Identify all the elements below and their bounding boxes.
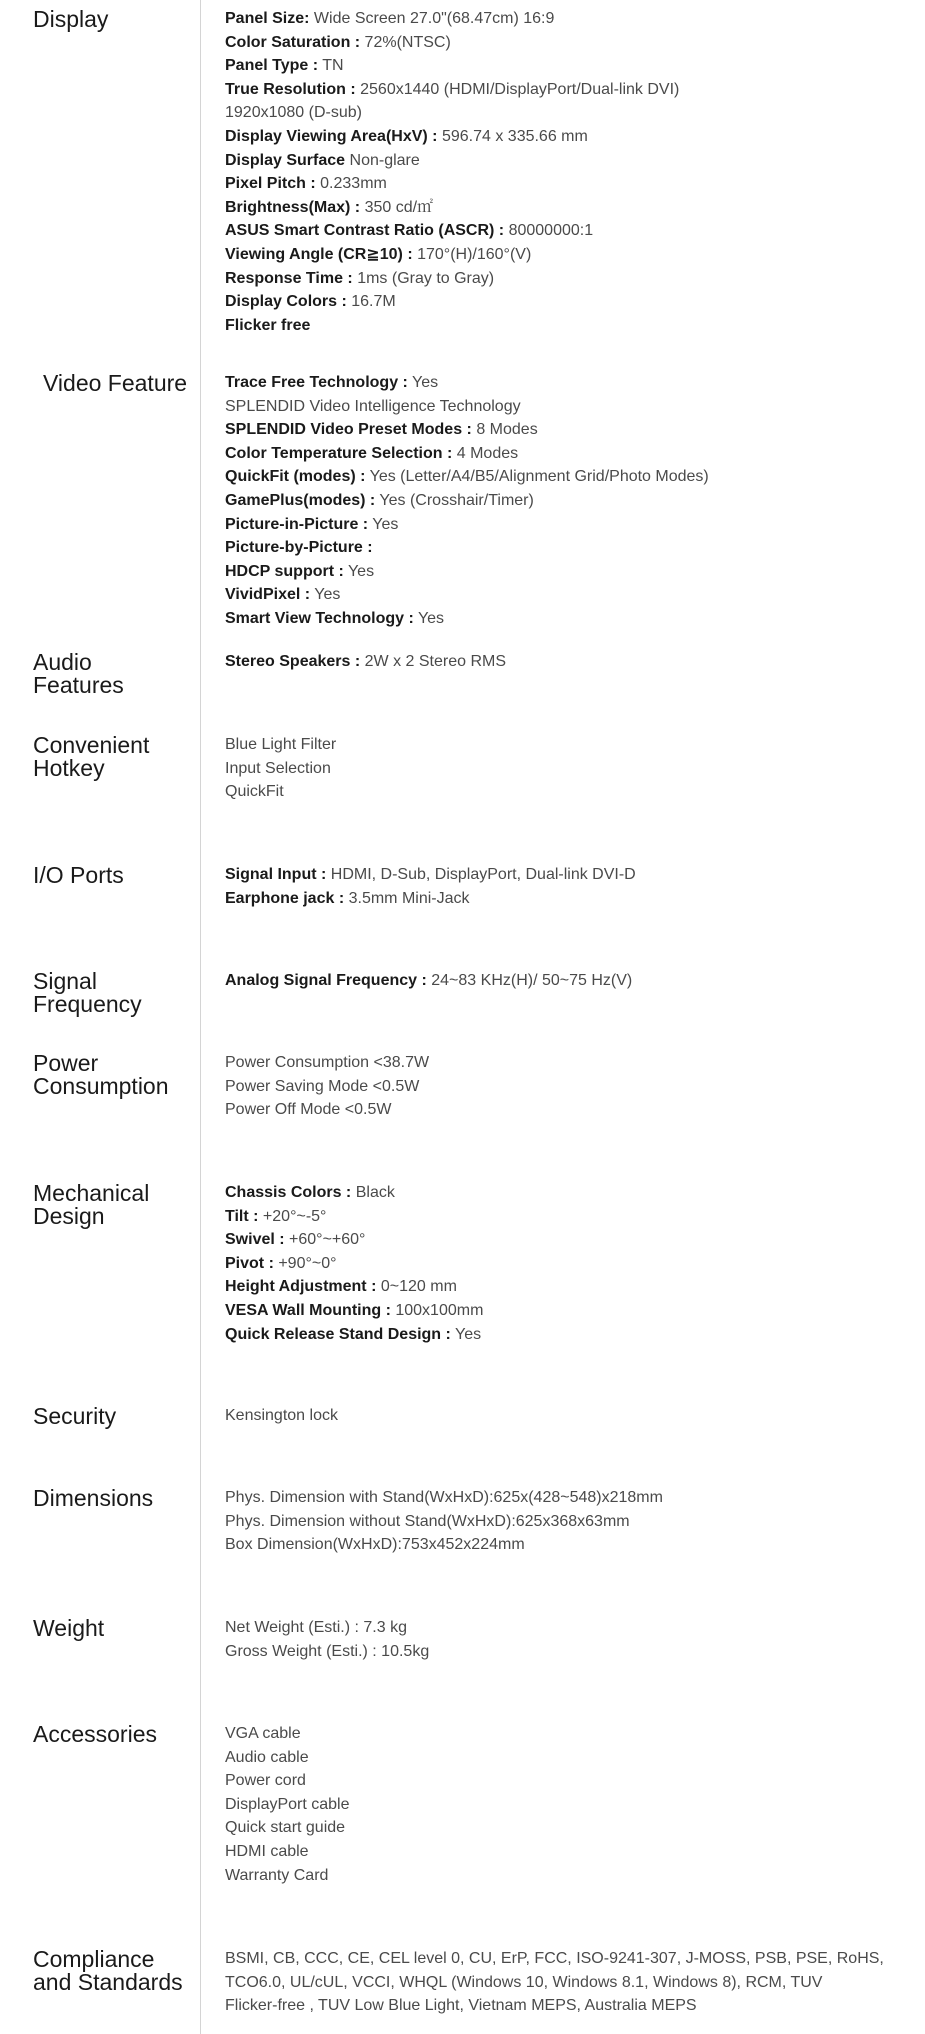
spec-line xyxy=(225,1793,915,1817)
section-category xyxy=(33,1617,193,1640)
spec-label: Display Colors : xyxy=(225,293,347,311)
category-label: Hotkey xyxy=(33,755,105,781)
category-label: I/O Ports xyxy=(33,862,124,888)
spec-line xyxy=(225,1228,915,1252)
spec-value: 100x100mm xyxy=(390,1301,484,1319)
spec-value: 1ms (Gray to Gray) xyxy=(352,269,495,287)
spec-line xyxy=(225,1205,915,1229)
spec-line xyxy=(225,149,915,173)
spec-line xyxy=(225,757,915,781)
category-label: Design xyxy=(33,1203,105,1229)
spec-label: Chassis Colors : xyxy=(225,1184,352,1201)
spec-value: Power Consumption <38.7W xyxy=(225,1054,430,1071)
spec-line xyxy=(225,395,915,419)
spec-line xyxy=(225,314,915,338)
spec-value: Flicker-free , TUV Low Blue Light, Vietnam MEPS, Australia MEPS xyxy=(225,1997,697,2015)
spec-value: 0~120 mm xyxy=(376,1278,457,1296)
spec-line xyxy=(225,101,915,125)
spec-line xyxy=(225,969,915,993)
category-label: Convenient xyxy=(33,732,150,758)
spec-value: Yes xyxy=(450,1325,482,1343)
spec-value: SPLENDID Video Intelligence Technology xyxy=(225,397,521,415)
spec-label: Pivot : xyxy=(225,1254,274,1272)
section-category xyxy=(33,864,193,887)
spec-value: 16.7M xyxy=(346,293,396,311)
spec-label: Brightness(Max) : xyxy=(225,198,361,216)
spec-line xyxy=(225,1722,915,1746)
spec-label: ASUS Smart Contrast Ratio (ASCR) : xyxy=(225,222,505,240)
category-label: Display xyxy=(33,6,109,32)
spec-label: Panel Type : xyxy=(225,57,319,75)
spec-value: +60°~+60° xyxy=(284,1231,366,1249)
section-category xyxy=(33,1182,193,1228)
spec-list xyxy=(225,733,915,804)
spec-list xyxy=(225,7,915,337)
spec-line xyxy=(225,607,915,631)
spec-line xyxy=(225,465,915,489)
category-label: Audio xyxy=(33,649,92,675)
spec-value: Audio cable xyxy=(225,1748,309,1766)
spec-label: Earphone jack : xyxy=(225,889,345,907)
spec-line xyxy=(225,1098,915,1122)
spec-label: Response Time : xyxy=(225,269,353,287)
spec-value: Box Dimension(WxHxD):753x452x224mm xyxy=(225,1536,525,1554)
spec-value: Yes (Crosshair/Timer) xyxy=(375,491,534,509)
spec-list xyxy=(225,1616,915,1663)
spec-value: VGA cable xyxy=(225,1725,301,1742)
spec-value: HDMI, D-Sub, DisplayPort, Dual-link DVI-D xyxy=(326,866,636,883)
spec-line xyxy=(225,54,915,78)
spec-value: Non-glare xyxy=(345,151,420,169)
spec-value: 24~83 KHz(H)/ 50~75 Hz(V) xyxy=(426,972,633,989)
spec-line xyxy=(225,513,915,537)
spec-list xyxy=(225,371,915,631)
category-label: Weight xyxy=(33,1615,105,1641)
spec-line xyxy=(225,583,915,607)
spec-line xyxy=(225,1840,915,1864)
spec-value: 4 Modes xyxy=(452,444,519,462)
spec-line xyxy=(225,1404,915,1428)
spec-value: QuickFit xyxy=(225,783,284,801)
spec-value: +20°~-5° xyxy=(258,1207,327,1225)
spec-value: Phys. Dimension without Stand(WxHxD):625x368x63mm xyxy=(225,1512,630,1530)
spec-line xyxy=(225,442,915,466)
spec-list xyxy=(225,1051,915,1122)
category-label: Consumption xyxy=(33,1073,169,1099)
spec-value: 2560x1440 (HDMI/DisplayPort/Dual-link DVI) xyxy=(355,80,680,98)
spec-label: Picture-in-Picture : xyxy=(225,515,369,533)
section-category xyxy=(33,1052,193,1098)
spec-value: Net Weight (Esti.) : 7.3 kg xyxy=(225,1619,407,1636)
spec-line xyxy=(225,196,915,220)
spec-line xyxy=(225,733,915,757)
category-label: Frequency xyxy=(33,991,142,1017)
spec-line xyxy=(225,536,915,560)
spec-label: Pixel Pitch : xyxy=(225,175,316,193)
spec-line xyxy=(225,1275,915,1299)
spec-value: Yes (Letter/A4/B5/Alignment Grid/Photo Modes) xyxy=(365,468,709,486)
spec-line xyxy=(225,1486,915,1510)
spec-line xyxy=(225,560,915,584)
spec-line xyxy=(225,1616,915,1640)
spec-value: Black xyxy=(351,1184,395,1201)
section-category xyxy=(33,970,193,1016)
spec-line xyxy=(225,1864,915,1888)
spec-label: Display Viewing Area(HxV) : xyxy=(225,127,438,145)
spec-value: +90°~0° xyxy=(273,1254,337,1272)
spec-value: Wide Screen 27.0"(68.47cm) 16:9 xyxy=(309,10,555,27)
spec-value: Phys. Dimension with Stand(WxHxD):625x(428~548)x218mm xyxy=(225,1489,663,1506)
spec-value: 596.74 x 335.66 mm xyxy=(437,127,588,145)
spec-value: Quick start guide xyxy=(225,1819,346,1837)
spec-label: Height Adjustment : xyxy=(225,1278,377,1296)
spec-line xyxy=(225,863,915,887)
spec-line xyxy=(225,7,915,31)
spec-line xyxy=(225,780,915,804)
spec-line xyxy=(225,1816,915,1840)
spec-value: 350 cd/㎡ xyxy=(360,198,434,216)
spec-line xyxy=(225,1252,915,1276)
section-category xyxy=(33,1487,193,1510)
spec-label: SPLENDID Video Preset Modes : xyxy=(225,421,472,439)
spec-value: Gross Weight (Esti.) : 10.5kg xyxy=(225,1642,430,1660)
spec-list xyxy=(225,650,915,674)
spec-line xyxy=(225,1299,915,1323)
spec-label: VESA Wall Mounting : xyxy=(225,1301,391,1319)
spec-value: 2W x 2 Stereo RMS xyxy=(360,653,507,670)
spec-value: Yes xyxy=(368,515,399,533)
spec-label: Smart View Technology : xyxy=(225,609,414,627)
section-category xyxy=(33,651,193,697)
spec-label: Quick Release Stand Design : xyxy=(225,1325,451,1343)
spec-line xyxy=(225,290,915,314)
spec-label: Color Temperature Selection : xyxy=(225,444,453,462)
spec-value: Yes xyxy=(413,609,445,627)
spec-label: Viewing Angle (CR≧10) : xyxy=(225,245,413,263)
spec-value: BSMI, CB, CCC, CE, CEL level 0, CU, ErP, FCC, ISO-9241-307, J-MOSS, PSB, PSE, RoHS, xyxy=(225,1950,884,1967)
spec-label: Analog Signal Frequency : xyxy=(225,972,427,989)
spec-list xyxy=(225,1404,915,1428)
spec-value: Power cord xyxy=(225,1772,306,1790)
spec-line xyxy=(225,1769,915,1793)
spec-label: Picture-by-Picture : xyxy=(225,539,373,557)
section-category xyxy=(33,8,193,31)
spec-value: 0.233mm xyxy=(315,175,387,193)
spec-label: Panel Size: xyxy=(225,10,310,27)
category-label: Signal xyxy=(33,968,97,994)
spec-line xyxy=(225,418,915,442)
spec-label: Color Saturation : xyxy=(225,33,361,51)
spec-value: 170°(H)/160°(V) xyxy=(412,245,532,263)
spec-value: HDMI cable xyxy=(225,1842,309,1860)
spec-label: HDCP support : xyxy=(225,562,344,580)
spec-line xyxy=(225,219,915,243)
spec-line xyxy=(225,78,915,102)
spec-label: Flicker free xyxy=(225,316,311,334)
spec-label: GamePlus(modes) : xyxy=(225,491,376,509)
spec-label: True Resolution : xyxy=(225,80,356,98)
section-category xyxy=(33,1723,193,1746)
category-label: Dimensions xyxy=(33,1485,154,1511)
spec-value: Warranty Card xyxy=(225,1866,329,1884)
spec-list xyxy=(225,1722,915,1887)
category-label: and Standards xyxy=(33,1969,183,1995)
spec-value: 3.5mm Mini-Jack xyxy=(344,889,470,907)
spec-line xyxy=(225,125,915,149)
category-label: Security xyxy=(33,1403,117,1429)
spec-label: QuickFit (modes) : xyxy=(225,468,366,486)
section-category xyxy=(33,734,193,780)
spec-line xyxy=(225,1640,915,1664)
spec-line xyxy=(225,887,915,911)
category-label: Power xyxy=(33,1050,99,1076)
spec-line xyxy=(225,1051,915,1075)
section-category xyxy=(43,372,203,395)
spec-value: Input Selection xyxy=(225,759,331,777)
spec-label: Tilt : xyxy=(225,1207,259,1225)
spec-line xyxy=(225,1994,915,2018)
spec-label: VividPixel : xyxy=(225,586,311,604)
spec-line xyxy=(225,31,915,55)
spec-value: Yes xyxy=(310,586,341,604)
spec-line xyxy=(225,1971,915,1995)
section-category xyxy=(33,1405,193,1428)
spec-line xyxy=(225,1510,915,1534)
spec-list xyxy=(225,863,915,910)
column-divider xyxy=(200,0,201,2034)
spec-value: 80000000:1 xyxy=(504,222,594,240)
spec-value: 8 Modes xyxy=(471,421,538,439)
spec-line xyxy=(225,1181,915,1205)
spec-value: Power Saving Mode <0.5W xyxy=(225,1077,420,1095)
category-label: Accessories xyxy=(33,1721,157,1747)
spec-label: Signal Input : xyxy=(225,866,327,883)
spec-list xyxy=(225,969,915,993)
section-category xyxy=(33,1948,193,1994)
spec-list xyxy=(225,1947,915,2018)
spec-label: Trace Free Technology : xyxy=(225,374,408,391)
spec-value: TCO6.0, UL/cUL, VCCI, WHQL (Windows 10, Windows 8.1, Windows 8), RCM, TUV xyxy=(225,1973,823,1991)
spec-list xyxy=(225,1181,915,1346)
spec-line xyxy=(225,489,915,513)
spec-line xyxy=(225,1075,915,1099)
spec-value: Yes xyxy=(343,562,375,580)
spec-list xyxy=(225,1486,915,1557)
spec-line xyxy=(225,1323,915,1347)
spec-label: Swivel : xyxy=(225,1231,285,1249)
category-label: Features xyxy=(33,672,124,698)
spec-line xyxy=(225,1947,915,1971)
spec-value: Yes xyxy=(407,374,439,391)
spec-value: Power Off Mode <0.5W xyxy=(225,1101,392,1119)
spec-value: 72%(NTSC) xyxy=(360,33,451,51)
spec-value: Blue Light Filter xyxy=(225,736,337,753)
category-label: Video Feature xyxy=(43,370,188,396)
category-label: Mechanical xyxy=(33,1180,150,1206)
spec-line xyxy=(225,371,915,395)
spec-line xyxy=(225,1746,915,1770)
spec-value: DisplayPort cable xyxy=(225,1795,350,1813)
spec-value: TN xyxy=(318,57,344,75)
category-label: Compliance xyxy=(33,1946,155,1972)
spec-value: Kensington lock xyxy=(225,1407,338,1424)
spec-line xyxy=(225,650,915,674)
spec-value: 1920x1080 (D-sub) xyxy=(225,104,362,122)
spec-line xyxy=(225,1533,915,1557)
spec-label: Stereo Speakers : xyxy=(225,653,361,670)
spec-line xyxy=(225,243,915,267)
spec-label: Display Surface xyxy=(225,151,346,169)
spec-line xyxy=(225,172,915,196)
spec-line xyxy=(225,267,915,291)
